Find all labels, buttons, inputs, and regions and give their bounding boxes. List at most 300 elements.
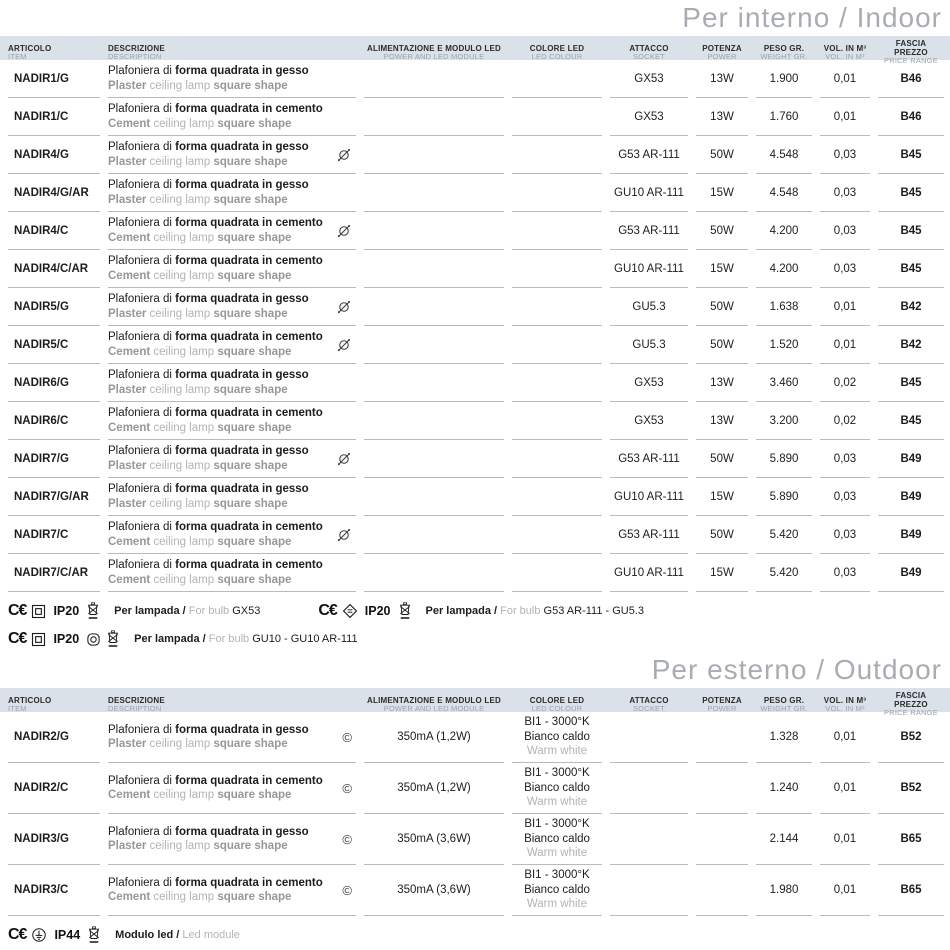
led-colour-cell	[512, 865, 602, 916]
column-header-en: DESCRIPTION	[108, 51, 162, 61]
weight-cell: 5.890	[756, 440, 812, 478]
footnote-led-module	[8, 926, 240, 944]
power-module-cell	[364, 174, 504, 212]
column-header-it: DESCRIZIONE	[108, 695, 165, 705]
description-text	[108, 102, 323, 131]
description-it-bold: forma quadrata in gesso	[175, 445, 309, 458]
power-module-cell: 350mA (3,6W)	[364, 814, 504, 865]
weight-cell: 5.420	[756, 554, 812, 592]
article-code: NADIR7/G/AR	[14, 490, 89, 503]
weight-cell: 3.460	[756, 364, 812, 402]
column-header-it: ATTACCO	[629, 43, 669, 53]
volume-cell: 0,01	[820, 712, 870, 763]
article-cell	[8, 326, 100, 364]
price-cell: B49	[878, 478, 944, 516]
power-module-cell	[364, 326, 504, 364]
column-header	[756, 696, 812, 714]
earth-ground-icon	[31, 927, 47, 943]
column-header-it: POTENZA	[702, 695, 742, 705]
power-cell: 15W	[696, 250, 748, 288]
article-code: NADIR2/G	[14, 731, 69, 743]
description-en-bold1: Cement	[108, 421, 151, 434]
description-en-bold2: square shape	[213, 840, 288, 852]
weee-bin-icon	[87, 926, 101, 944]
description-text	[108, 876, 323, 905]
column-header-it: ALIMENTAZIONE E MODULO LED	[367, 43, 501, 53]
footnote-gu10	[8, 630, 358, 648]
price-cell: B65	[878, 865, 944, 916]
socket-cell	[610, 865, 688, 916]
article-code: NADIR4/C/AR	[14, 262, 89, 275]
description-text	[108, 140, 309, 169]
price-cell: B42	[878, 288, 944, 326]
price-cell: B45	[878, 212, 944, 250]
description-en-bold2: square shape	[213, 155, 288, 168]
description-text	[108, 178, 309, 207]
article-code: NADIR3/G	[14, 833, 69, 845]
price-cell: B45	[878, 250, 944, 288]
led-colour-cell	[512, 440, 602, 478]
description-text	[108, 723, 309, 752]
column-header-it: COLORE LED	[529, 695, 585, 705]
article-code: NADIR5/C	[14, 338, 69, 351]
socket-cell: GX53	[610, 60, 688, 98]
power-module-cell: 350mA (1,2W)	[364, 712, 504, 763]
power-cell	[696, 712, 748, 763]
column-header	[512, 44, 602, 62]
column-header-en: LED COLOUR	[531, 703, 583, 713]
footnote-text: Per lampada / For bulb GX53	[114, 605, 261, 617]
volume-cell: 0,01	[820, 288, 870, 326]
indoor-table-body	[0, 60, 950, 592]
footnote-text: Per lampada / For bulb GU10 - GU10 AR-111	[134, 633, 358, 645]
price-cell: B46	[878, 98, 944, 136]
table-row	[8, 440, 940, 478]
outdoor-footnotes	[0, 916, 950, 944]
article-cell	[8, 136, 100, 174]
led-colour-cell	[512, 712, 602, 763]
column-header-en: WEIGHT GR.	[760, 703, 808, 713]
power-cell	[696, 763, 748, 814]
power-module-cell	[364, 364, 504, 402]
price-cell: B45	[878, 174, 944, 212]
no-bulb-icon	[336, 527, 352, 543]
description-it-bold: forma quadrata in gesso	[175, 141, 309, 154]
description-it-bold: forma quadrata in cemento	[175, 217, 323, 230]
column-header-en: VOL. IN M³	[825, 703, 865, 713]
led-colour-cell	[512, 554, 602, 592]
led-colour-line: BI1 - 3000°K	[524, 716, 590, 729]
no-bulb-icon	[336, 299, 352, 315]
column-header-en: LED COLOUR	[531, 51, 583, 61]
led-colour-cell	[512, 212, 602, 250]
weight-cell: 4.548	[756, 136, 812, 174]
led-colour-cell	[512, 326, 602, 364]
column-header-en: SOCKET	[632, 51, 666, 61]
column-header	[364, 696, 504, 714]
column-header-en: ITEM	[8, 51, 27, 61]
description-en-mid: ceiling lamp	[146, 459, 214, 472]
article-cell	[8, 516, 100, 554]
description-it-prefix: Plafoniera di	[108, 483, 176, 496]
article-code: NADIR4/G/AR	[14, 186, 89, 199]
description-it-prefix: Plafoniera di	[108, 369, 176, 382]
ce-mark-icon: C€	[8, 602, 27, 619]
article-cell	[8, 60, 100, 98]
article-cell	[8, 402, 100, 440]
power-module-cell: 350mA (1,2W)	[364, 763, 504, 814]
led-colour-cell	[512, 136, 602, 174]
description-it-prefix: Plafoniera di	[108, 255, 176, 268]
description-en-mid: ceiling lamp	[146, 840, 214, 852]
description-en-mid: ceiling lamp	[150, 269, 218, 282]
volume-cell: 0,01	[820, 326, 870, 364]
price-cell: B46	[878, 60, 944, 98]
price-cell: B45	[878, 402, 944, 440]
socket-cell	[610, 814, 688, 865]
power-module-cell	[364, 250, 504, 288]
description-en-mid: ceiling lamp	[150, 117, 218, 130]
description-en-mid: ceiling lamp	[146, 497, 214, 510]
led-colour-cell	[512, 516, 602, 554]
description-text	[108, 825, 309, 854]
footnote-gx53	[8, 602, 260, 620]
power-module-cell	[364, 516, 504, 554]
description-en-bold1: Plaster	[108, 383, 147, 396]
article-cell	[8, 763, 100, 814]
description-it-prefix: Plafoniera di	[108, 103, 176, 116]
led-colour-cell	[512, 402, 602, 440]
footnote-g53	[318, 602, 644, 620]
power-module-cell	[364, 136, 504, 174]
power-cell: 50W	[696, 136, 748, 174]
socket-cell: G53 AR-111	[610, 516, 688, 554]
article-code: NADIR7/C	[14, 528, 69, 541]
price-cell: B45	[878, 364, 944, 402]
no-bulb-icon	[336, 223, 352, 239]
column-header	[610, 696, 688, 714]
ce-mark-icon: C€	[318, 602, 337, 619]
article-cell	[8, 212, 100, 250]
column-header	[610, 44, 688, 62]
column-header-it: ARTICOLO	[8, 43, 52, 53]
ip-rating-label: IP20	[53, 604, 80, 618]
power-module-cell	[364, 60, 504, 98]
column-header-en: WEIGHT GR.	[760, 51, 808, 61]
article-code: NADIR2/C	[14, 782, 69, 794]
power-cell: 50W	[696, 288, 748, 326]
weight-cell: 1.638	[756, 288, 812, 326]
socket-cell: GU5.3	[610, 288, 688, 326]
led-colour-cell	[512, 763, 602, 814]
power-module-cell	[364, 478, 504, 516]
outdoor-section	[0, 654, 950, 944]
description-it-prefix: Plafoniera di	[108, 559, 176, 572]
article-cell	[8, 98, 100, 136]
column-header	[8, 44, 100, 62]
price-cell: B65	[878, 814, 944, 865]
socket-cell: GU5.3	[610, 326, 688, 364]
column-header-en: POWER AND LED MODULE	[383, 703, 485, 713]
description-cell	[108, 212, 356, 250]
description-en-bold1: Plaster	[108, 193, 147, 206]
description-en-bold2: square shape	[217, 535, 292, 548]
led-colour-cell	[512, 814, 602, 865]
description-en-bold2: square shape	[217, 789, 292, 801]
footnote-line-2	[8, 630, 942, 648]
description-it-bold: forma quadrata in gesso	[175, 179, 309, 192]
no-bulb-icon	[336, 451, 352, 467]
table-row	[8, 136, 940, 174]
column-header-en: PRICE RANGE	[884, 56, 938, 66]
led-colour-cell	[512, 98, 602, 136]
description-it-prefix: Plafoniera di	[108, 331, 176, 344]
description-cell	[108, 865, 356, 916]
weight-cell: 1.900	[756, 60, 812, 98]
description-en-bold2: square shape	[217, 421, 292, 434]
price-cell: B42	[878, 326, 944, 364]
description-en-mid: ceiling lamp	[146, 79, 214, 92]
power-cell: 13W	[696, 402, 748, 440]
description-it-prefix: Plafoniera di	[108, 141, 176, 154]
column-header-it: ALIMENTAZIONE E MODULO LED	[367, 695, 501, 705]
weight-cell: 2.144	[756, 814, 812, 865]
column-header-it: POTENZA	[702, 43, 742, 53]
description-en-bold1: Cement	[108, 231, 151, 244]
description-en-mid: ceiling lamp	[150, 231, 218, 244]
led-colour-line: Warm white	[526, 898, 588, 911]
description-text	[108, 774, 323, 803]
description-en-bold2: square shape	[213, 738, 288, 750]
power-cell: 13W	[696, 98, 748, 136]
indoor-footnotes	[0, 592, 950, 648]
volume-cell: 0,03	[820, 174, 870, 212]
article-cell	[8, 288, 100, 326]
column-header	[8, 696, 100, 714]
ip-rating-label: IP20	[364, 604, 391, 618]
power-cell	[696, 865, 748, 916]
power-cell: 13W	[696, 364, 748, 402]
table-row	[8, 712, 940, 763]
article-code: NADIR1/G	[14, 72, 69, 85]
column-header-en: DESCRIPTION	[108, 703, 162, 713]
column-header-it: PESO GR.	[763, 43, 805, 53]
description-it-bold: forma quadrata in gesso	[175, 723, 309, 736]
description-en-bold1: Cement	[108, 269, 151, 282]
table-row	[8, 554, 940, 592]
volume-cell: 0,03	[820, 516, 870, 554]
socket-cell: G53 AR-111	[610, 440, 688, 478]
description-en-bold1: Cement	[108, 573, 151, 586]
weight-cell: 1.328	[756, 712, 812, 763]
description-cell	[108, 136, 356, 174]
price-cell: B52	[878, 763, 944, 814]
column-header-en: POWER	[707, 703, 737, 713]
weee-bin-icon	[398, 602, 412, 620]
ip-rating-label: IP44	[54, 928, 81, 942]
description-en-bold1: Cement	[108, 117, 151, 130]
description-en-bold2: square shape	[213, 79, 288, 92]
description-cell	[108, 60, 356, 98]
table-row	[8, 174, 940, 212]
ce-mark-icon: C€	[8, 630, 27, 647]
description-cell	[108, 554, 356, 592]
volume-cell: 0,03	[820, 250, 870, 288]
description-en-mid: ceiling lamp	[146, 307, 214, 320]
description-it-prefix: Plafoniera di	[108, 723, 176, 736]
class-ii-icon	[31, 604, 46, 619]
socket-cell: GU10 AR-111	[610, 554, 688, 592]
volume-cell: 0,01	[820, 814, 870, 865]
price-cell: B45	[878, 136, 944, 174]
description-en-bold2: square shape	[217, 231, 292, 244]
description-it-bold: forma quadrata in gesso	[175, 825, 309, 838]
volume-cell: 0,03	[820, 136, 870, 174]
description-text	[108, 520, 323, 549]
outdoor-section-title: Per esterno / Outdoor	[651, 654, 942, 685]
led-colour-cell	[512, 174, 602, 212]
description-cell	[108, 814, 356, 865]
weee-bin-icon	[106, 630, 120, 648]
description-en-bold2: square shape	[217, 891, 292, 903]
column-header-it: COLORE LED	[529, 43, 585, 53]
class-iii-diamond-icon	[342, 603, 358, 619]
led-colour-cell	[512, 478, 602, 516]
volume-cell: 0,03	[820, 212, 870, 250]
description-cell	[108, 763, 356, 814]
power-cell: 50W	[696, 326, 748, 364]
volume-cell: 0,03	[820, 440, 870, 478]
description-en-bold2: square shape	[217, 117, 292, 130]
article-code: NADIR7/G	[14, 452, 69, 465]
table-row	[8, 478, 940, 516]
column-header	[820, 696, 870, 714]
volume-cell: 0,01	[820, 60, 870, 98]
column-header-it: ATTACCO	[629, 695, 669, 705]
weight-cell: 4.200	[756, 250, 812, 288]
description-en-mid: ceiling lamp	[150, 789, 218, 801]
description-text	[108, 368, 309, 397]
table-row	[8, 60, 940, 98]
description-en-mid: ceiling lamp	[146, 738, 214, 750]
description-en-mid: ceiling lamp	[150, 345, 218, 358]
column-header-en: PRICE RANGE	[884, 708, 938, 718]
class-ii-icon	[31, 632, 46, 647]
led-colour-line: BI1 - 3000°K	[524, 869, 590, 882]
led-colour-line: Bianco caldo	[524, 883, 590, 896]
socket-cell	[610, 763, 688, 814]
description-en-bold1: Plaster	[108, 497, 147, 510]
description-en-bold1: Plaster	[108, 307, 147, 320]
circled-c-icon: ©	[342, 831, 352, 847]
description-text	[108, 330, 323, 359]
table-row	[8, 212, 940, 250]
ip-rating-label: IP20	[53, 632, 80, 646]
description-it-bold: forma quadrata in cemento	[175, 774, 323, 787]
description-text	[108, 64, 309, 93]
led-colour-line: Bianco caldo	[524, 832, 590, 845]
table-row	[8, 326, 940, 364]
column-header-en: POWER AND LED MODULE	[383, 51, 485, 61]
no-bulb-icon	[336, 337, 352, 353]
weight-cell: 1.980	[756, 865, 812, 916]
weight-cell: 5.890	[756, 478, 812, 516]
description-cell	[108, 440, 356, 478]
volume-cell: 0,01	[820, 763, 870, 814]
weight-cell: 1.520	[756, 326, 812, 364]
article-cell	[8, 554, 100, 592]
description-cell	[108, 98, 356, 136]
led-colour-line: BI1 - 3000°K	[524, 767, 590, 780]
description-en-bold1: Cement	[108, 891, 151, 903]
description-en-bold2: square shape	[217, 573, 292, 586]
led-colour-line: Warm white	[526, 796, 588, 809]
column-header	[756, 44, 812, 62]
power-module-cell	[364, 288, 504, 326]
description-it-bold: forma quadrata in gesso	[175, 65, 309, 78]
description-en-bold2: square shape	[217, 345, 292, 358]
article-code: NADIR4/C	[14, 224, 69, 237]
description-en-bold1: Plaster	[108, 840, 147, 852]
power-module-cell	[364, 554, 504, 592]
price-cell: B52	[878, 712, 944, 763]
description-it-bold: forma quadrata in gesso	[175, 293, 309, 306]
power-cell: 50W	[696, 516, 748, 554]
article-cell	[8, 440, 100, 478]
column-header	[364, 44, 504, 62]
socket-cell: G53 AR-111	[610, 136, 688, 174]
description-cell	[108, 402, 356, 440]
description-en-bold1: Plaster	[108, 79, 147, 92]
article-cell	[8, 478, 100, 516]
weight-cell: 1.760	[756, 98, 812, 136]
description-it-prefix: Plafoniera di	[108, 825, 176, 838]
power-module-cell	[364, 212, 504, 250]
column-header	[696, 696, 748, 714]
volume-cell: 0,02	[820, 402, 870, 440]
table-row	[8, 288, 940, 326]
socket-cell	[610, 712, 688, 763]
article-cell	[8, 865, 100, 916]
table-row	[8, 763, 940, 814]
table-row	[8, 250, 940, 288]
ce-mark-icon: C€	[8, 926, 27, 943]
description-cell	[108, 364, 356, 402]
description-it-bold: forma quadrata in cemento	[175, 331, 323, 344]
description-en-mid: ceiling lamp	[146, 155, 214, 168]
column-header	[696, 44, 748, 62]
weight-cell: 4.200	[756, 212, 812, 250]
footnote-line-1	[8, 602, 942, 620]
description-it-bold: forma quadrata in cemento	[175, 407, 323, 420]
power-module-cell	[364, 98, 504, 136]
led-colour-line: BI1 - 3000°K	[524, 818, 590, 831]
weight-cell: 5.420	[756, 516, 812, 554]
description-en-mid: ceiling lamp	[146, 383, 214, 396]
circled-c-icon: ©	[342, 780, 352, 796]
description-en-mid: ceiling lamp	[150, 421, 218, 434]
socket-cell: GU10 AR-111	[610, 478, 688, 516]
column-header-it: PESO GR.	[763, 695, 805, 705]
circled-c-icon: ©	[342, 882, 352, 898]
column-header-en: POWER	[707, 51, 737, 61]
description-it-prefix: Plafoniera di	[108, 407, 176, 420]
description-en-bold1: Plaster	[108, 738, 147, 750]
column-header-it: DESCRIZIONE	[108, 43, 165, 53]
socket-cell: GX53	[610, 402, 688, 440]
table-row	[8, 516, 940, 554]
description-it-bold: forma quadrata in cemento	[175, 255, 323, 268]
